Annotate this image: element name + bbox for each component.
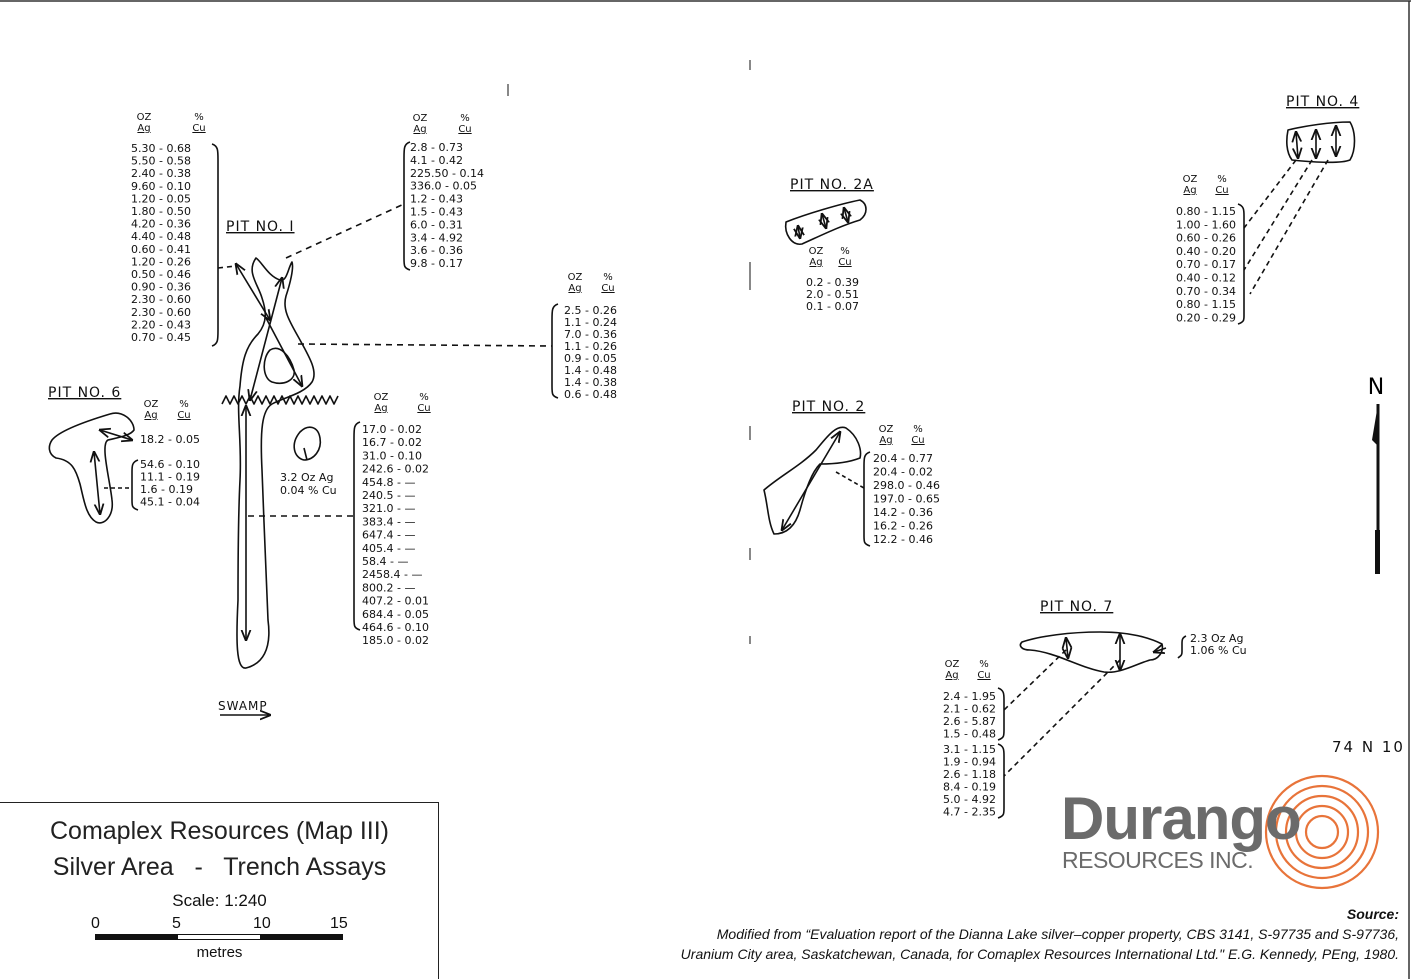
pit7-b-assay-row: 3.1 - 1.15: [943, 743, 996, 756]
pit1-lower-assay-row: 242.6 - 0.02: [362, 462, 429, 476]
pit1-right-assay-row: 2.5 - 0.26: [564, 304, 617, 317]
pit1-title: PIT NO. I: [226, 219, 295, 235]
scale-bar: [95, 934, 343, 940]
pit6-header-ag: Ag: [144, 410, 158, 421]
source-note: [681, 904, 1399, 964]
pit1-left-assay-row: 2.40 - 0.38: [131, 167, 191, 181]
source-line-2: Uranium City area, Saskatchewan, Canada, for Comaplex Resources International Ltd." E.G. Kennedy, PEng, 1980.: [680, 946, 1399, 962]
pit2-assay-row: 197.0 - 0.65: [873, 492, 940, 506]
pit2-header-pct: %: [913, 424, 923, 435]
pit7-header-oz: OZ: [944, 659, 960, 670]
pit1-top-assay-row: 2.8 - 0.73: [410, 141, 463, 154]
pit2-assay-row: 16.2 - 0.26: [873, 519, 933, 533]
pit4-assay-row: 1.00 - 1.60: [1176, 218, 1236, 232]
pit6-assay-row: 11.1 - 0.19: [140, 470, 200, 484]
pit1-top-leader: [286, 204, 404, 258]
pit2a-assay-row: 0.2 - 0.39: [806, 276, 859, 289]
pit2-leader: [836, 472, 864, 488]
pit1-lower-assay-row: 2458.4 - —: [362, 568, 423, 582]
pit1-lower-assay-row: 383.4 - —: [362, 515, 416, 529]
pit2-header-cu: Cu: [911, 435, 925, 446]
pit1-lower-assay-row: 407.2 - 0.01: [362, 594, 429, 608]
pit1-right-assay-row: 1.4 - 0.48: [564, 364, 617, 377]
pit4-arrow-a: [1296, 132, 1298, 158]
pit2-arrow: [782, 432, 840, 530]
pit4-assay-row: 0.70 - 0.17: [1176, 258, 1236, 272]
pit1-lower-assay-row: 31.0 - 0.10: [362, 449, 422, 463]
scale-tick-5: 5: [172, 915, 181, 932]
pit1-left-header-cu: Cu: [192, 123, 206, 134]
logo-name: Durango: [1061, 785, 1301, 852]
pit1-left-assay-row: 1.20 - 0.26: [131, 255, 191, 269]
pit2-assay-row: 14.2 - 0.36: [873, 506, 933, 519]
pit7-b-assay-row: 1.9 - 0.94: [943, 755, 996, 769]
pit2a-header-oz: OZ: [808, 246, 824, 257]
pit1-left-assay-row: 9.60 - 0.10: [131, 179, 191, 193]
pit2a-header-pct: %: [840, 246, 850, 257]
pit6-arrow-b: [94, 452, 100, 514]
pit1-lower-assay-row: 800.2 - —: [362, 581, 416, 595]
pit4-header-oz: OZ: [1182, 174, 1198, 185]
pit1-sample-leader: [304, 448, 307, 460]
pit6-assay-row: 45.1 - 0.04: [140, 495, 200, 509]
scale-tick-15: 15: [330, 915, 348, 932]
pit7-outline: [1020, 632, 1162, 672]
pit7-arrow-a: [1066, 638, 1068, 658]
pit1-top-header-cu: Cu: [458, 124, 472, 135]
source-line-1: Modified from “Evaluation report of the Dianna Lake silver–copper property, CBS 3141, S-97735 and S-97736,: [716, 926, 1399, 942]
pit1-right-header-ag: Ag: [568, 283, 582, 294]
pit1-top-header-ag: Ag: [413, 124, 427, 135]
sheet-reference: 74 N 10: [1332, 738, 1405, 756]
pit1-left-assay-row: 2.20 - 0.43: [131, 318, 191, 332]
source-label: Source:: [1346, 906, 1399, 922]
scale-tick-0: 0: [91, 915, 100, 932]
pit4-assay-row: 0.20 - 0.29: [1176, 311, 1236, 325]
pit6-outline: [49, 413, 134, 523]
pit4-leader-b: [1244, 160, 1312, 270]
pit2a-arrow-b: [822, 214, 826, 228]
pit7-sample-cu: 1.06 % Cu: [1190, 644, 1247, 657]
pit4-assay-row: 0.40 - 0.12: [1176, 271, 1236, 285]
pit4-leader-c: [1250, 160, 1328, 294]
pit2-header-ag: Ag: [879, 435, 893, 446]
pit1-right-leader: [298, 344, 552, 346]
pit6-assay-row: 1.6 - 0.19: [140, 483, 193, 496]
pit2a-assay-row: 2.0 - 0.51: [806, 288, 859, 301]
pit7-b-assay-row: 8.4 - 0.19: [943, 780, 996, 794]
pit2-title: PIT NO. 2: [792, 399, 866, 415]
pit7-leader-a: [1004, 650, 1066, 710]
pit1-right-header-oz: OZ: [567, 272, 583, 283]
swamp-label: SWAMP: [218, 699, 268, 713]
pit4-header-pct: %: [1217, 174, 1227, 185]
pit1-right-assay-row: 0.6 - 0.48: [564, 388, 617, 401]
pit6-assay-row: 54.6 - 0.10: [140, 458, 200, 471]
pit6-header-oz: OZ: [143, 399, 159, 410]
pit1-left-assay-row: 5.50 - 0.58: [131, 154, 191, 168]
pit1-lower-assay-row: 684.4 - 0.05: [362, 607, 429, 621]
pit1-left-assay-row: 4.20 - 0.36: [131, 217, 191, 231]
pit1-left-assay-row: 0.60 - 0.41: [131, 242, 191, 256]
pit6-header-cu: Cu: [177, 410, 191, 421]
pit7-a-assay-row: 2.6 - 5.87: [943, 715, 996, 728]
pit2a-arrow-c: [844, 208, 848, 222]
pit4-assay-row: 0.80 - 1.15: [1176, 298, 1236, 312]
pit4-header-ag: Ag: [1183, 185, 1197, 196]
pit1-lower-bracket: [354, 422, 360, 630]
pit1-left-assay-row: 2.30 - 0.60: [131, 293, 191, 307]
pit1-inner-pocket: [264, 348, 294, 383]
pit2a-outline: [786, 200, 866, 244]
pit7-a-assay-row: 2.1 - 0.62: [943, 702, 996, 716]
pit7-b-assay-row: 4.7 - 2.35: [943, 805, 996, 819]
north-arrow: [1368, 375, 1384, 574]
scale-tick-10: 10: [253, 915, 271, 932]
pit1-outline: [237, 258, 314, 668]
pit7-a-assay-row: 1.5 - 0.48: [943, 727, 996, 741]
pit7-b-assay-row: 5.0 - 4.92: [943, 793, 996, 806]
legend-title-line1: Comaplex Resources (Map III): [49, 817, 389, 845]
pit1-left-header-ag: Ag: [137, 123, 151, 134]
pit2a-assay-row: 0.1 - 0.07: [806, 300, 859, 313]
pit1-lower-assay-row: 58.4 - —: [362, 555, 409, 568]
pit1-lower-assay-row: 464.6 - 0.10: [362, 621, 429, 634]
pit7-bracket-a: [998, 688, 1004, 740]
pit1-right-assay-row: 1.1 - 0.24: [564, 316, 617, 329]
pit1-top-assay-row: 4.1 - 0.42: [410, 153, 463, 167]
pit1-left-header-oz: OZ: [136, 112, 152, 123]
pit4-title: PIT NO. 4: [1286, 94, 1360, 110]
pit1-lower-header-oz: OZ: [373, 392, 389, 403]
legend-title-line2: Silver Area - Trench Assays: [52, 853, 387, 881]
pit2a-arrow-a: [798, 226, 800, 238]
pit2-bracket: [864, 452, 870, 546]
pit1-sample-cu: 0.04 % Cu: [280, 484, 337, 497]
pit1-right-assay-row: 7.0 - 0.36: [564, 328, 617, 341]
pit1-right-header-pct: %: [603, 272, 613, 283]
pit1-top-header-pct: %: [460, 113, 470, 124]
pit4-assay-row: 0.70 - 0.34: [1176, 284, 1236, 298]
pit1-lower-assay-row: 405.4 - —: [362, 541, 416, 555]
pit1-top-assay-row: 1.2 - 0.43: [410, 192, 463, 206]
pit4-assay-row: 0.60 - 0.26: [1176, 231, 1236, 245]
pit1-right-assay-row: 0.9 - 0.05: [564, 352, 617, 365]
durango-logo: [1058, 770, 1398, 890]
logo-subtitle: RESOURCES INC.: [1062, 847, 1254, 873]
pit1-left-leader: [218, 266, 236, 268]
pit7-leader-b: [1004, 660, 1120, 776]
pit1-top-assay-row: 225.50 - 0.14: [410, 166, 484, 180]
pit1-top-header-oz: OZ: [412, 113, 428, 124]
pit1-left-assay-row: 0.70 - 0.45: [131, 331, 191, 344]
pit2-assay-row: 12.2 - 0.46: [873, 533, 933, 546]
pit6-top-assay: 18.2 - 0.05: [140, 433, 200, 446]
pit7-sample-ag: 2.3 Oz Ag: [1190, 632, 1244, 645]
pit1-top-assay-row: 9.8 - 0.17: [410, 257, 463, 271]
pit1-right-assay-row: 1.1 - 0.26: [564, 340, 617, 353]
pit1-top-assay-row: 3.6 - 0.36: [410, 244, 463, 258]
pit1-left-assay-row: 5.30 - 0.68: [131, 142, 191, 155]
pit1-sample-ag: 3.2 Oz Ag: [280, 471, 334, 484]
pit7-arrow-c: [1154, 648, 1166, 652]
pit1-left-header-pct: %: [194, 112, 204, 123]
pit2-assay-row: 298.0 - 0.46: [873, 479, 940, 492]
pit6-header-pct: %: [179, 399, 189, 410]
pit7-header-cu: Cu: [977, 670, 991, 681]
pit1-lower-header-pct: %: [419, 392, 429, 403]
pit1-lower-header-cu: Cu: [417, 403, 431, 414]
pit4-assay-row: 0.80 - 1.15: [1176, 205, 1236, 218]
pit2-header-oz: OZ: [878, 424, 894, 435]
pit1-left-assay-row: 1.80 - 0.50: [131, 205, 191, 218]
pit1-top-assay-row: 1.5 - 0.43: [410, 205, 463, 219]
pit2-assay-row: 20.4 - 0.02: [873, 465, 933, 479]
pit1-sample-outline: [294, 427, 320, 460]
pit4-leader-a: [1244, 160, 1296, 228]
pit7-header-pct: %: [979, 659, 989, 670]
pit6-title: PIT NO. 6: [48, 385, 122, 401]
pit7-bracket-b: [998, 744, 1004, 818]
pit1-lower-assay-row: 16.7 - 0.02: [362, 436, 422, 450]
legend-units: metres: [196, 944, 243, 961]
pit1-lower-header-ag: Ag: [374, 403, 388, 414]
pit2a-header-ag: Ag: [809, 257, 823, 268]
map-legend: [0, 802, 439, 979]
pit1-left-assay-row: 0.50 - 0.46: [131, 268, 191, 281]
pit7-b-assay-row: 2.6 - 1.18: [943, 768, 996, 781]
pit1-lower-assay-row: 454.8 - —: [362, 475, 416, 489]
pit1-top-assay-row: 336.0 - 0.05: [410, 179, 477, 193]
pit1-left-assay-row: 1.20 - 0.05: [131, 192, 191, 206]
pit1-top-assay-row: 6.0 - 0.31: [410, 218, 463, 232]
pit7-header-ag: Ag: [945, 670, 959, 681]
pit1-lower-assay-row: 321.0 - —: [362, 502, 416, 516]
pit2-assay-row: 20.4 - 0.77: [873, 452, 933, 465]
pit1-right-bracket: [552, 304, 558, 398]
pit1-lower-assay-row: 17.0 - 0.02: [362, 423, 422, 436]
pit1-left-assay-row: 4.40 - 0.48: [131, 230, 191, 244]
pit2a-header-cu: Cu: [838, 257, 852, 268]
pit1-left-assay-row: 2.30 - 0.60: [131, 305, 191, 319]
pit7-sample-bracket: [1178, 636, 1186, 658]
pit1-left-assay-row: 0.90 - 0.36: [131, 280, 191, 294]
pit1-right-assay-row: 1.4 - 0.38: [564, 376, 617, 389]
pit1-lower-assay-row: 647.4 - —: [362, 528, 416, 542]
pit7-a-assay-row: 2.4 - 1.95: [943, 690, 996, 703]
legend-scale: Scale: 1:240: [172, 891, 267, 910]
pit1-lower-assay-row: 240.5 - —: [362, 489, 416, 502]
pit4-assay-row: 0.40 - 0.20: [1176, 244, 1236, 258]
pit2a-title: PIT NO. 2A: [790, 177, 874, 193]
north-label: N: [1367, 375, 1385, 400]
pit2-outline: [764, 427, 860, 534]
pit1-lower-assay-row: 185.0 - 0.02: [362, 634, 429, 648]
pit6-bracket: [132, 460, 138, 510]
pit1-trench-arrow-c: [266, 318, 302, 386]
pit1-top-assay-row: 3.4 - 4.92: [410, 231, 463, 245]
pit4-header-cu: Cu: [1215, 185, 1229, 196]
pit1-right-header-cu: Cu: [601, 283, 615, 294]
pit4-bracket: [1238, 204, 1244, 324]
pit7-title: PIT NO. 7: [1040, 599, 1114, 615]
pit1-left-bracket: [212, 144, 218, 346]
